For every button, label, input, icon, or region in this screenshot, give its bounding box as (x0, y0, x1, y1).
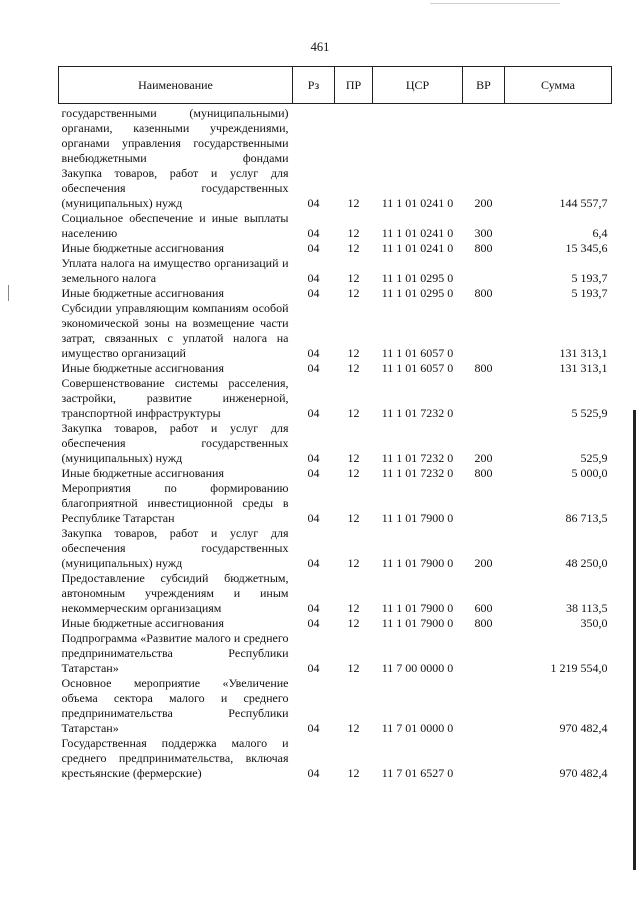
cell-csr: 11 7 00 0000 0 (381, 661, 454, 675)
table-header-row (59, 67, 612, 104)
cell-pr: 12 (347, 661, 360, 675)
cell-sum: 5 193,7 (571, 286, 608, 300)
table-row (59, 361, 612, 376)
margin-mark (8, 285, 9, 301)
cell-name: Государственная поддержка малого и среднего предпринимательства, включая крестьянские (фермерские) (61, 736, 289, 780)
cell-rz: 04 (307, 766, 320, 780)
table-row (59, 376, 612, 421)
header-csr: ЦСР (373, 67, 463, 104)
header-pr: ПР (335, 67, 373, 104)
table-row (59, 421, 612, 466)
cell-sum: 131 313,1 (559, 346, 608, 360)
cell-sum: 131 313,1 (559, 361, 608, 375)
cell-rz: 04 (307, 346, 320, 360)
cell-rz: 04 (307, 286, 320, 300)
cell-rz: 04 (307, 271, 320, 285)
cell-rz: 04 (307, 661, 320, 675)
table-row (59, 631, 612, 676)
cell-name: государственными (муниципальными) органами, казенными учреждениями, органами управления государственными внебюджетными фондами (61, 106, 289, 165)
cell-vr (463, 301, 505, 361)
cell-name: Иные бюджетные ассигнования (61, 361, 224, 375)
cell-csr: 11 1 01 7900 0 (381, 511, 454, 525)
cell-name: Закупка товаров, работ и услуг для обеспечения государственных (муниципальных) нужд (61, 421, 289, 465)
cell-rz: 04 (307, 451, 320, 465)
cell-name: Предоставление субсидий бюджетным, автономным учреждениям и иным некоммерческим организациям (61, 571, 289, 615)
cell-pr: 12 (347, 271, 360, 285)
cell-name: Социальное обеспечение и иные выплаты населению (61, 211, 289, 240)
cell-rz: 04 (307, 406, 320, 420)
table-row (59, 301, 612, 361)
cell-csr: 11 1 01 7232 0 (381, 451, 454, 465)
cell-csr: 11 1 01 0295 0 (381, 286, 454, 300)
scan-edge-shadow (633, 410, 636, 870)
cell-pr: 12 (347, 286, 360, 300)
cell-pr: 12 (347, 346, 360, 360)
cell-pr: 12 (347, 556, 360, 570)
header-rz: Рз (293, 67, 335, 104)
cell-sum: 5 193,7 (571, 271, 608, 285)
cell-sum: 48 250,0 (565, 556, 608, 570)
cell-csr: 11 1 01 0295 0 (381, 271, 454, 285)
cell-vr (463, 104, 505, 167)
cell-sum: 86 713,5 (565, 511, 608, 525)
cell-vr: 800 (474, 616, 493, 630)
table-row (59, 256, 612, 286)
cell-csr: 11 1 01 0241 0 (381, 241, 454, 255)
cell-csr: 11 1 01 7900 0 (381, 556, 454, 570)
cell-pr: 12 (347, 601, 360, 615)
cell-csr (373, 104, 463, 167)
cell-vr: 200 (474, 196, 493, 210)
cell-csr: 11 1 01 7900 0 (381, 616, 454, 630)
cell-rz: 04 (307, 361, 320, 375)
cell-csr: 11 1 01 6057 0 (381, 346, 454, 360)
cell-vr: 800 (474, 286, 493, 300)
cell-rz: 04 (307, 721, 320, 735)
budget-table (58, 66, 612, 781)
cell-name: Иные бюджетные ассигнования (61, 241, 224, 255)
cell-name: Субсидии управляющим компаниям особой экономической зоны на возмещение части затрат, связанных с уплатой налога на имущество организаций (61, 301, 289, 360)
table-row (59, 481, 612, 526)
cell-rz: 04 (307, 226, 320, 240)
table-row (59, 616, 612, 631)
cell-rz: 04 (307, 601, 320, 615)
cell-vr (463, 676, 505, 736)
scan-edge-line (430, 3, 560, 4)
table-row (59, 286, 612, 301)
cell-vr (463, 736, 505, 781)
cell-vr: 200 (474, 451, 493, 465)
header-name: Наименование (59, 67, 293, 104)
table-row (59, 526, 612, 571)
cell-pr: 12 (347, 721, 360, 735)
cell-vr: 800 (474, 466, 493, 480)
table-row (59, 104, 612, 167)
cell-sum: 1 219 554,0 (550, 661, 608, 675)
cell-vr: 600 (474, 601, 493, 615)
cell-pr: 12 (347, 616, 360, 630)
cell-pr: 12 (347, 406, 360, 420)
cell-name: Подпрограмма «Развитие малого и среднего предпринимательства Республики Татарстан» (61, 631, 289, 675)
cell-sum: 970 482,4 (559, 721, 608, 735)
table-row (59, 736, 612, 781)
header-vr: ВР (463, 67, 505, 104)
cell-sum: 970 482,4 (559, 766, 608, 780)
cell-vr (463, 631, 505, 676)
cell-csr: 11 1 01 7232 0 (381, 406, 454, 420)
table-body (59, 104, 612, 782)
cell-pr: 12 (347, 226, 360, 240)
cell-name: Уплата налога на имущество организаций и земельного налога (61, 256, 289, 285)
cell-sum: 5 000,0 (571, 466, 608, 480)
cell-rz (293, 104, 335, 167)
cell-name: Совершенствование системы расселения, застройки, развитие инженерной, транспортной инфраструктуры (61, 376, 289, 420)
cell-csr: 11 7 01 0000 0 (381, 721, 454, 735)
cell-name: Иные бюджетные ассигнования (61, 286, 224, 300)
cell-sum: 15 345,6 (565, 241, 608, 255)
cell-vr: 800 (474, 361, 493, 375)
cell-pr (335, 104, 373, 167)
cell-sum: 525,9 (580, 451, 608, 465)
cell-sum: 38 113,5 (565, 601, 608, 615)
cell-name: Иные бюджетные ассигнования (61, 466, 224, 480)
table-row (59, 676, 612, 736)
cell-pr: 12 (347, 466, 360, 480)
cell-vr: 200 (474, 556, 493, 570)
cell-name: Мероприятия по формированию благоприятной инвестиционной среды в Республике Татарстан (61, 481, 289, 525)
cell-sum: 6,4 (592, 226, 608, 240)
cell-pr: 12 (347, 196, 360, 210)
cell-rz: 04 (307, 196, 320, 210)
cell-csr: 11 1 01 6057 0 (381, 361, 454, 375)
cell-vr (463, 376, 505, 421)
cell-csr: 11 7 01 6527 0 (381, 766, 454, 780)
cell-rz: 04 (307, 466, 320, 480)
cell-rz: 04 (307, 556, 320, 570)
cell-pr: 12 (347, 361, 360, 375)
table-row (59, 466, 612, 481)
page-number: 461 (310, 40, 330, 54)
table-row (59, 571, 612, 616)
cell-pr: 12 (347, 766, 360, 780)
header-sum: Сумма (505, 67, 612, 104)
cell-name: Иные бюджетные ассигнования (61, 616, 224, 630)
cell-pr: 12 (347, 241, 360, 255)
cell-pr: 12 (347, 451, 360, 465)
cell-rz: 04 (307, 616, 320, 630)
cell-name: Закупка товаров, работ и услуг для обеспечения государственных (муниципальных) нужд (61, 166, 289, 210)
cell-vr (463, 481, 505, 526)
cell-sum (505, 104, 612, 167)
cell-csr: 11 1 01 0241 0 (381, 196, 454, 210)
table-row (59, 166, 612, 211)
cell-name: Закупка товаров, работ и услуг для обеспечения государственных (муниципальных) нужд (61, 526, 289, 570)
cell-sum: 144 557,7 (559, 196, 608, 210)
cell-sum: 5 525,9 (571, 406, 608, 420)
cell-rz: 04 (307, 241, 320, 255)
cell-csr: 11 1 01 7232 0 (381, 466, 454, 480)
cell-name: Основное мероприятие «Увеличение объема сектора малого и среднего предпринимательства Республики Татарстан» (61, 676, 289, 735)
cell-vr: 800 (474, 241, 493, 255)
cell-csr: 11 1 01 0241 0 (381, 226, 454, 240)
cell-csr: 11 1 01 7900 0 (381, 601, 454, 615)
cell-rz: 04 (307, 511, 320, 525)
cell-sum: 350,0 (580, 616, 608, 630)
table-row (59, 241, 612, 256)
table-row (59, 211, 612, 241)
cell-vr (463, 256, 505, 286)
cell-vr: 300 (474, 226, 493, 240)
cell-pr: 12 (347, 511, 360, 525)
